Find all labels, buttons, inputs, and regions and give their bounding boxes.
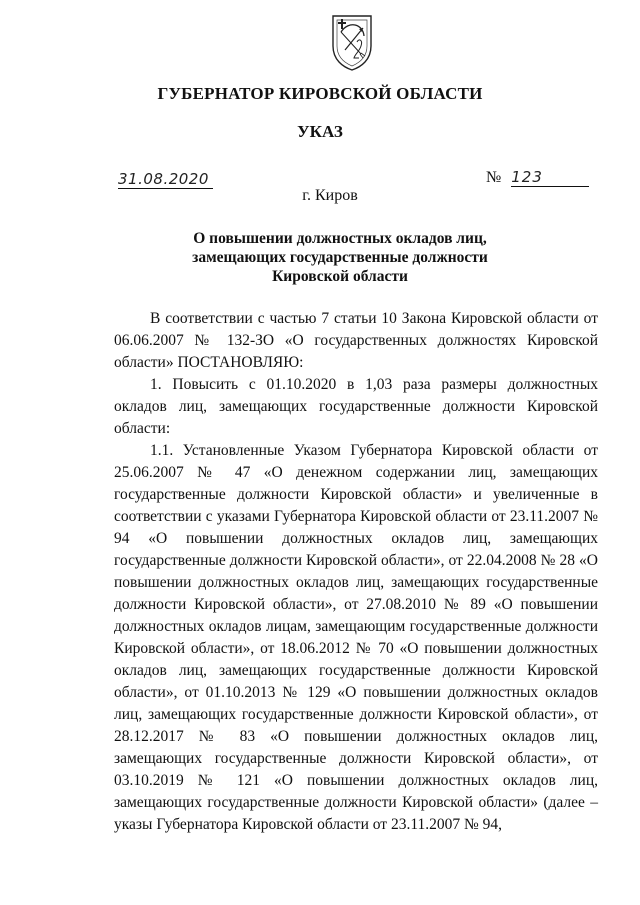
document-date: 31.08.2020	[118, 170, 213, 189]
city: г. Киров	[302, 187, 358, 204]
title-line: О повышении должностных окладов лиц,	[193, 230, 487, 247]
coat-of-arms-icon	[329, 12, 375, 72]
document-body	[114, 308, 598, 836]
paragraph-clause-1-1: 1.1. Установленные Указом Губернатора Кировской области от 25.06.2007 № 47 «О денежном содержании лиц, замещающих государственные должности Кировской области» и увеличенные в соответствии с указами Губернатора Кировской области от 23.11.2007 № 94 «О повышении должностных окладов лиц, замещающих государственные должности Кировской области», от 22.04.2008 № 28 «О повышении должностных окладов лиц, замещающих государственные должности Кировской области», от 27.08.2010 № 89 «О повышении должностных окладов лицам, замещающим государственные должности Кировской области», от 18.06.2012 № 70 «О повышении должностных окладов лиц, замещающих государственные должности Кировской области», от 01.10.2013 № 129 «О повышении должностных окладов лиц, замещающих государственные должности Кировской области», от 28.12.2017 № 83 «О повышении должностных окладов лиц, замещающих государственные должности Кировской области», от 03.10.2019 № 121 «О повышении должностных окладов лиц, замещающих государственные должности Кировской области» (далее – указы Губернатора Кировской области от 23.11.2007 № 94,	[114, 442, 598, 833]
paragraph-preamble: В соответствии с частью 7 статьи 10 Закона Кировской области от 06.06.2007 № 132-ЗО «О государственных должностях Кировской области» ПОСТАНОВЛЯЮ:	[114, 310, 598, 371]
document-title	[160, 229, 520, 286]
number-sign: №	[486, 169, 502, 186]
document-number: 123	[511, 168, 589, 187]
document-number-block	[486, 168, 589, 187]
document-type: УКАЗ	[297, 122, 343, 141]
title-line: замещающих государственные должности	[192, 249, 488, 266]
paragraph-clause-1: 1. Повысить с 01.10.2020 в 1,03 раза размеры должностных окладов лиц, замещающих государственные должности Кировской области:	[114, 376, 598, 437]
title-line: Кировской области	[272, 268, 408, 285]
issuing-authority: ГУБЕРНАТОР КИРОВСКОЙ ОБЛАСТИ	[157, 84, 483, 103]
